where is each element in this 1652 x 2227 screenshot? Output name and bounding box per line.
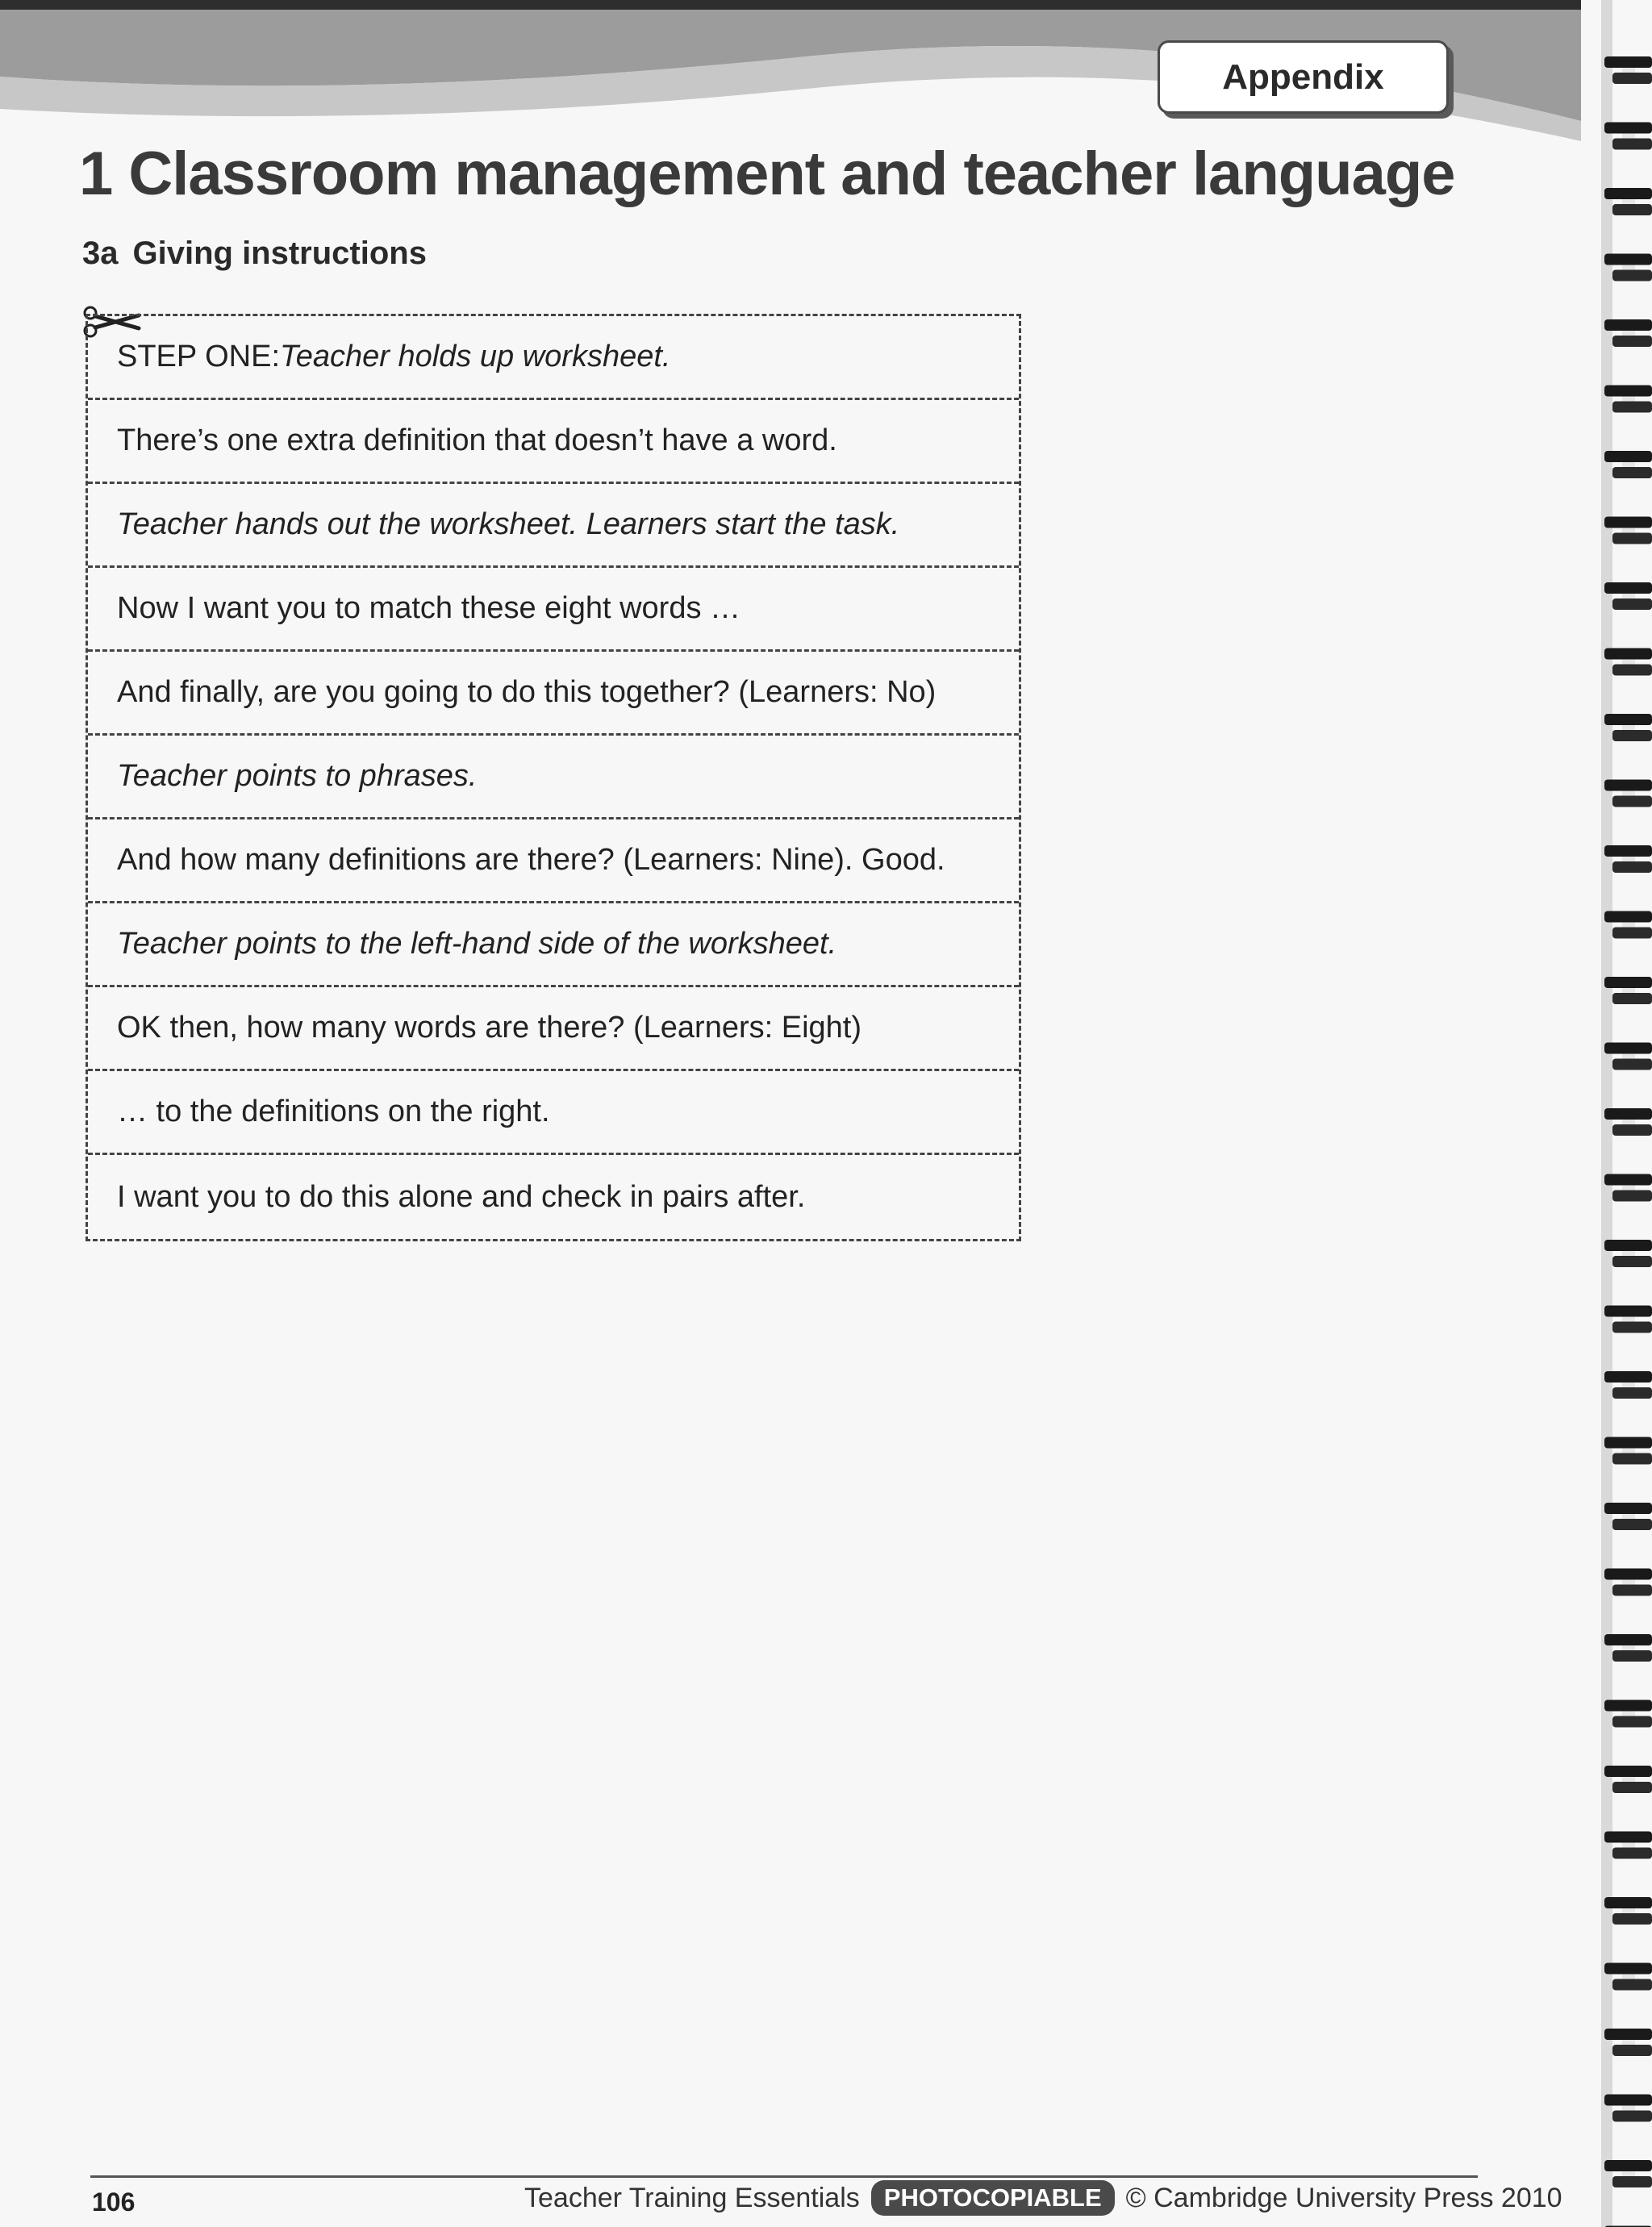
cut-strip	[88, 903, 1019, 987]
copyright: © Cambridge University Press 2010	[1125, 2182, 1562, 2213]
strip-text: STEP ONE:	[117, 340, 281, 373]
photocopiable-badge: PHOTOCOPIABLE	[871, 2180, 1115, 2216]
cut-strip	[88, 1155, 1019, 1239]
cut-strip	[88, 819, 1019, 903]
appendix-tab	[1158, 40, 1449, 114]
strip-text: And finally, are you going to do this together? (Learners: No)	[117, 675, 937, 709]
section-title: Giving instructions	[132, 236, 427, 271]
cut-strip	[88, 1071, 1019, 1155]
strip-text: There’s one extra definition that doesn’t have a word.	[117, 423, 837, 457]
spiral-binding	[1601, 0, 1652, 2227]
cut-strip	[88, 316, 1019, 400]
page-number: 106	[92, 2187, 136, 2217]
cut-strip	[88, 484, 1019, 568]
strip-text: OK then, how many words are there? (Learners: Eight)	[117, 1011, 862, 1045]
appendix-label: Appendix	[1222, 56, 1384, 97]
cut-strip	[88, 568, 1019, 652]
footer-rule	[90, 2175, 1478, 2178]
cut-out-strips	[86, 314, 1021, 1241]
footer-credit	[524, 2180, 1562, 2216]
strip-text: … to the definitions on the right.	[117, 1095, 550, 1128]
cut-strip	[88, 987, 1019, 1071]
section-number: 3a	[82, 236, 119, 271]
strip-text: Now I want you to match these eight words …	[117, 591, 741, 625]
book-title: Teacher Training Essentials	[524, 2182, 860, 2213]
cut-strip	[88, 736, 1019, 819]
page-title: 1 Classroom management and teacher language	[79, 140, 1455, 208]
strip-text: Teacher points to the left-hand side of the worksheet.	[117, 927, 837, 961]
strip-text: Teacher hands out the worksheet. Learners start the task.	[117, 507, 900, 541]
strip-text: And how many definitions are there? (Learners: Nine). Good.	[117, 843, 945, 877]
cut-strip	[88, 652, 1019, 736]
cut-strip	[88, 400, 1019, 484]
strip-text: Teacher points to phrases.	[117, 759, 478, 793]
strip-text: Teacher holds up worksheet.	[280, 340, 671, 373]
section-heading	[82, 236, 427, 272]
strip-text: I want you to do this alone and check in pairs after.	[117, 1179, 806, 1214]
